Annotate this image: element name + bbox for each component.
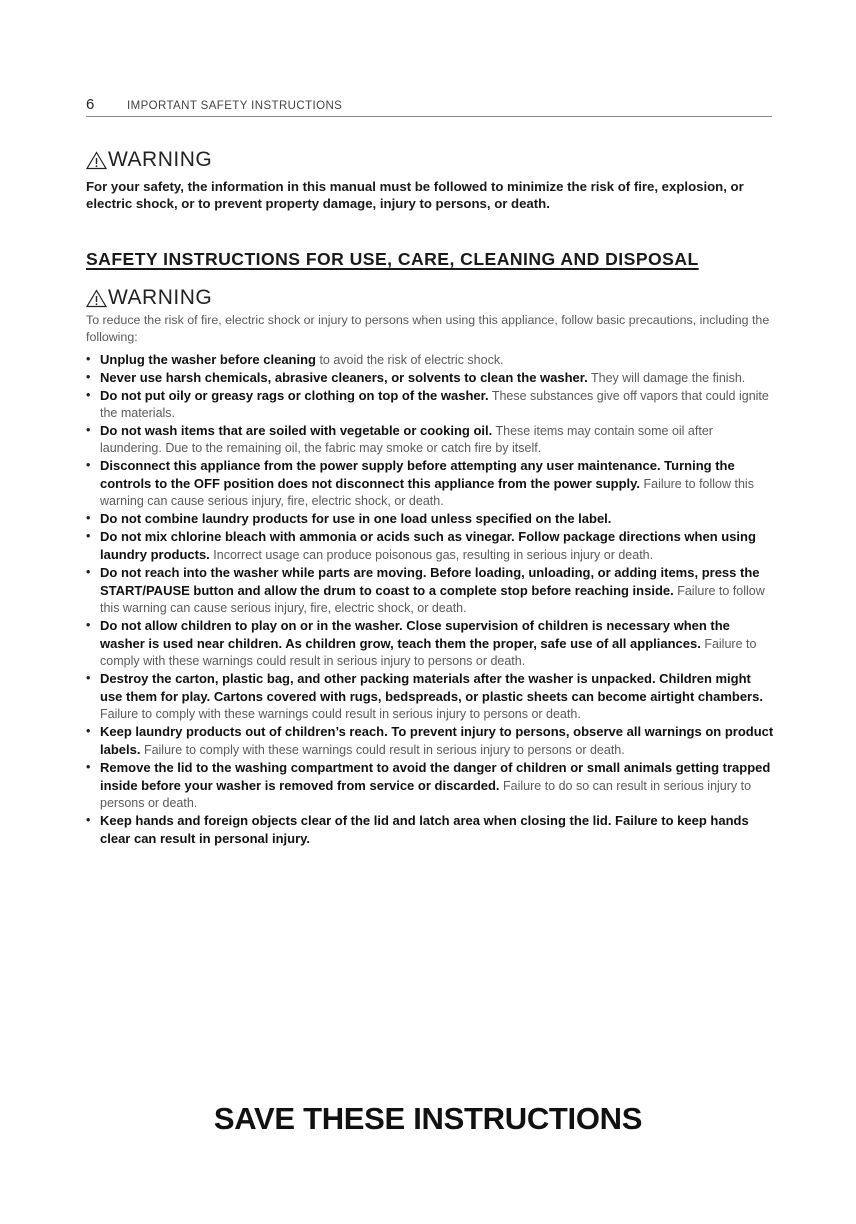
list-item <box>86 723 774 759</box>
instruction-bold: Do not reach into the washer while parts are moving. Before loading, unloading, or adding items, press the START/PAUSE button and allow the drum to coast to a complete stop before reaching inside. <box>100 565 760 598</box>
list-item <box>86 387 774 422</box>
instruction-bold: Do not allow children to play on or in the washer. Close supervision of children is necessary when the washer is used near children. As children grow, teach them the proper, safe use of all appliances. <box>100 618 730 651</box>
intro-warning-heading <box>86 148 212 172</box>
list-item <box>86 457 774 510</box>
page-number: 6 <box>86 96 95 113</box>
instruction-text: to avoid the risk of electric shock. <box>315 353 504 367</box>
page-header <box>86 96 772 117</box>
list-item <box>86 759 774 812</box>
instruction-bold: Disconnect this appliance from the power supply before attempting any user maintenance. Turning the controls to the OFF position does not disconnect this appliance from the power supply. <box>100 458 735 491</box>
instruction-text: Failure to follow this warning can cause serious injury, fire, electric shock, or death. <box>100 584 765 615</box>
header-section-title: IMPORTANT SAFETY INSTRUCTIONS <box>127 100 343 112</box>
section-warning-heading <box>86 286 212 310</box>
list-item <box>86 369 774 387</box>
instruction-text: These items may contain some oil after laundering. Due to the remaining oil, the fabric may smoke or catch fire by itself. <box>100 424 713 455</box>
instruction-text: Incorrect usage can produce poisonous gas, resulting in serious injury or death. <box>209 548 654 562</box>
instruction-text: These substances give off vapors that could ignite the materials. <box>100 389 769 420</box>
list-item <box>86 617 774 670</box>
warning-triangle-icon <box>86 289 107 308</box>
instruction-bold: Do not put oily or greasy rags or clothing on top of the washer. <box>100 388 489 403</box>
section-title: SAFETY INSTRUCTIONS FOR USE, CARE, CLEANING AND DISPOSAL <box>86 249 699 269</box>
safety-instruction-list <box>86 351 774 848</box>
instruction-bold: Never use harsh chemicals, abrasive cleaners, or solvents to clean the washer. <box>100 370 588 385</box>
section-warning-label: WARNING <box>108 286 213 309</box>
instruction-text: Failure to follow this warning can cause serious injury, fire, electric shock, or death. <box>100 477 754 508</box>
instruction-bold: Do not mix chlorine bleach with ammonia or acids such as vinegar. Follow package directions when using laundry products. <box>100 529 756 562</box>
list-item <box>86 812 774 848</box>
instruction-bold: Remove the lid to the washing compartment to avoid the danger of children or small animals getting trapped inside before your washer is removed from service or discarded. <box>100 760 771 793</box>
intro-warning-text: For your safety, the information in this manual must be followed to minimize the risk of fire, explosion, or electric shock, or to prevent property damage, injury to persons, or death. <box>86 179 744 211</box>
section-lead-text: To reduce the risk of fire, electric shock or injury to persons when using this appliance, follow basic precautions, including the following: <box>86 313 770 344</box>
intro-warning-label: WARNING <box>108 148 213 171</box>
instruction-text: Failure to do so can result in serious injury to persons or death. <box>100 779 752 810</box>
save-instructions-footer: SAVE THESE INSTRUCTIONS <box>213 1101 643 1136</box>
warning-triangle-icon <box>86 151 107 170</box>
list-item <box>86 528 774 564</box>
instruction-bold: Keep hands and foreign objects clear of the lid and latch area when closing the lid. Failure to keep hands clear can result in personal injury. <box>100 813 749 846</box>
list-item <box>86 351 774 369</box>
instruction-bold: Do not combine laundry products for use in one load unless specified on the label. <box>100 511 612 526</box>
list-item <box>86 510 774 528</box>
instruction-text: Failure to comply with these warnings could result in serious injury to persons or death. <box>100 707 581 721</box>
instruction-text: Failure to comply with these warnings could result in serious injury to persons or death. <box>100 637 757 668</box>
instruction-bold: Destroy the carton, plastic bag, and other packing materials after the washer is unpacked. Children might use them for play. Cartons covered with rugs, bedspreads, or plastic sheets can become airtight chambers. <box>100 671 763 704</box>
instruction-text: They will damage the finish. <box>587 371 746 385</box>
instruction-text: Failure to comply with these warnings could result in serious injury to persons or death. <box>140 743 625 757</box>
list-item <box>86 422 774 457</box>
list-item <box>86 564 774 617</box>
instruction-bold: Keep laundry products out of children’s reach. To prevent injury to persons, observe all warnings on product labels. <box>100 724 774 757</box>
list-item <box>86 670 774 723</box>
instruction-bold: Do not wash items that are soiled with vegetable or cooking oil. <box>100 423 493 438</box>
instruction-bold: Unplug the washer before cleaning <box>100 352 316 367</box>
